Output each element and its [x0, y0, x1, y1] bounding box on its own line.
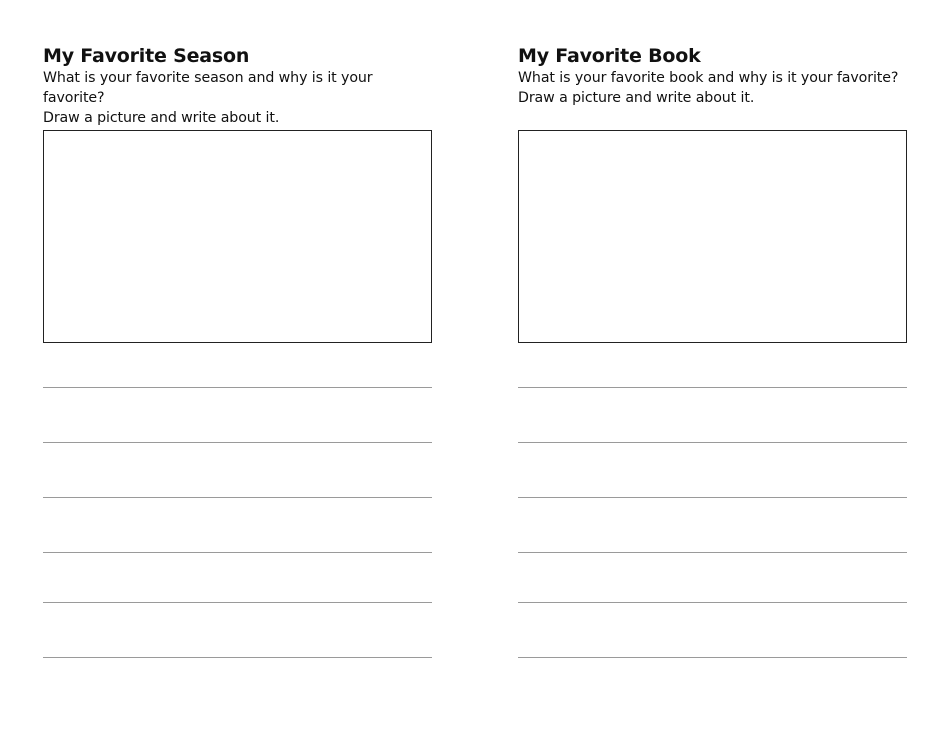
worksheet-prompt-question: What is your favorite book and why is it your favorite? — [518, 70, 899, 86]
writing-line[interactable] — [518, 497, 907, 498]
writing-line[interactable] — [518, 657, 907, 658]
drawing-box[interactable] — [518, 130, 907, 343]
writing-line[interactable] — [518, 442, 907, 443]
writing-line[interactable] — [43, 657, 432, 658]
writing-line[interactable] — [43, 497, 432, 498]
writing-line[interactable] — [43, 602, 432, 603]
worksheet-prompt-instruction: Draw a picture and write about it. — [518, 90, 755, 106]
writing-line[interactable] — [518, 552, 907, 553]
worksheet-prompt-question: What is your favorite season and why is it your favorite? — [43, 70, 373, 106]
writing-line[interactable] — [43, 442, 432, 443]
worksheet-title: My Favorite Season — [43, 45, 250, 67]
worksheet-title: My Favorite Book — [518, 45, 701, 67]
writing-line[interactable] — [518, 387, 907, 388]
drawing-box[interactable] — [43, 130, 432, 343]
worksheet-favorite-book — [518, 44, 908, 108]
writing-line[interactable] — [43, 552, 432, 553]
writing-line[interactable] — [518, 602, 907, 603]
worksheet-favorite-season — [43, 44, 433, 128]
writing-line[interactable] — [43, 387, 432, 388]
worksheet-prompt-instruction: Draw a picture and write about it. — [43, 110, 280, 126]
